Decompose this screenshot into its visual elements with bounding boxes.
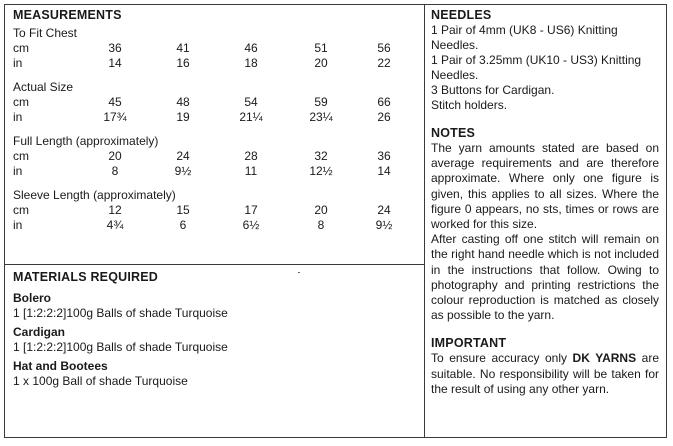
notes-paragraph-2: After casting off one stitch will remain on the right hand needle which is not included in the instructions that follow. Owing to photography and printing restrictions the colour reproduction is matched as closely as possible to the yarn. bbox=[431, 232, 659, 323]
measurement-group-title: Sleeve Length (approximately) bbox=[13, 188, 176, 202]
measurement-value: 22 bbox=[377, 56, 391, 70]
measurement-group bbox=[13, 80, 418, 125]
measurement-value: 15 bbox=[176, 203, 190, 217]
notes-heading: NOTES bbox=[431, 126, 476, 140]
measurement-row bbox=[13, 95, 418, 110]
measurement-unit: cm bbox=[13, 95, 29, 109]
measurement-value: 24 bbox=[176, 149, 190, 163]
measurement-unit: in bbox=[13, 218, 23, 232]
measurement-value: 56 bbox=[377, 41, 391, 55]
measurement-value: 20 bbox=[314, 203, 328, 217]
measurements-heading: MEASUREMENTS bbox=[13, 8, 122, 22]
needles-line: 3 Buttons for Cardigan. bbox=[431, 83, 555, 97]
measurement-value: 14 bbox=[377, 164, 391, 178]
measurement-value: 24 bbox=[377, 203, 391, 217]
measurement-value: 11 bbox=[244, 164, 258, 178]
measurement-row bbox=[13, 41, 418, 56]
measurement-unit: in bbox=[13, 110, 23, 124]
measurement-value: 36 bbox=[108, 41, 122, 55]
measurement-row bbox=[13, 218, 418, 233]
material-detail: 1 [1:2:2:2]100g Balls of shade Turquoise bbox=[13, 340, 228, 354]
measurement-value: 9½ bbox=[375, 218, 393, 232]
needles-list bbox=[431, 23, 659, 113]
measurement-row bbox=[13, 110, 418, 125]
measurement-value: 41 bbox=[176, 41, 190, 55]
measurement-value: 12½ bbox=[309, 164, 333, 178]
material-name: Hat and Bootees bbox=[13, 359, 108, 373]
measurement-group-title: To Fit Chest bbox=[13, 26, 78, 40]
important-emphasis: DK YARNS bbox=[572, 351, 637, 366]
measurement-row bbox=[13, 149, 418, 164]
column-divider bbox=[424, 4, 425, 438]
material-item bbox=[13, 358, 418, 389]
measurement-group bbox=[13, 188, 418, 233]
measurement-unit: cm bbox=[13, 203, 29, 217]
measurement-value: 6½ bbox=[242, 218, 260, 232]
measurement-value: 14 bbox=[108, 56, 122, 70]
measurement-value: 45 bbox=[108, 95, 122, 109]
measurement-value: 8 bbox=[317, 218, 325, 232]
important-heading: IMPORTANT bbox=[431, 336, 507, 351]
measurement-value: 20 bbox=[108, 149, 122, 163]
measurement-unit: in bbox=[13, 56, 23, 70]
measurement-value: 20 bbox=[314, 56, 328, 70]
measurement-value: 51 bbox=[314, 41, 328, 55]
measurement-row bbox=[13, 203, 418, 218]
measurement-value: 12 bbox=[108, 203, 122, 217]
needles-line: Needles. bbox=[431, 38, 479, 52]
notes-paragraph-1: The yarn amounts stated are based on average requirements and are therefore approximate. Where only one figure is given, this applies to all sizes. Where the figure 0 appears, no sts, times or rows are worked for this size. bbox=[431, 141, 659, 232]
needles-line: Stitch holders. bbox=[431, 98, 508, 112]
measurement-value: 18 bbox=[244, 56, 258, 70]
important-text-after: are suitable. No responsibility will be taken for the result of using any other yarn. bbox=[431, 351, 659, 396]
important-text-before: To ensure accuracy only bbox=[431, 351, 573, 366]
measurement-value: 19 bbox=[176, 110, 190, 124]
measurement-value: 9½ bbox=[174, 164, 192, 178]
measurement-value: 21¼ bbox=[239, 110, 263, 124]
needles-line: 1 Pair of 3.25mm (UK10 - US3) Knitting bbox=[431, 53, 642, 67]
measurement-value: 28 bbox=[244, 149, 258, 163]
measurement-row bbox=[13, 164, 418, 179]
measurement-group bbox=[13, 134, 418, 179]
needles-heading: NEEDLES bbox=[431, 8, 492, 22]
measurement-value: 23¼ bbox=[309, 110, 333, 124]
measurement-groups bbox=[13, 26, 418, 233]
material-detail: 1 x 100g Ball of shade Turquoise bbox=[13, 374, 188, 388]
measurement-value: 66 bbox=[377, 95, 391, 109]
measurement-value: 6 bbox=[179, 218, 187, 232]
important-section bbox=[431, 336, 659, 397]
measurement-unit: cm bbox=[13, 149, 29, 163]
measurement-value: 36 bbox=[377, 149, 391, 163]
important-text bbox=[431, 351, 659, 397]
measurement-value: 26 bbox=[377, 110, 391, 124]
needles-section bbox=[431, 8, 659, 113]
measurement-value: 16 bbox=[176, 56, 190, 70]
measurement-unit: cm bbox=[13, 41, 29, 55]
measurements-section bbox=[13, 8, 418, 233]
materials-section bbox=[13, 270, 418, 389]
measurement-unit: in bbox=[13, 164, 23, 178]
material-item bbox=[13, 324, 418, 355]
materials-list bbox=[13, 290, 418, 389]
measurement-group bbox=[13, 26, 418, 71]
measurement-value: 48 bbox=[176, 95, 190, 109]
measurement-group-title: Full Length (approximately) bbox=[13, 134, 159, 148]
measurement-row bbox=[13, 56, 418, 71]
material-name: Cardigan bbox=[13, 325, 66, 339]
measurement-value: 59 bbox=[314, 95, 328, 109]
right-column bbox=[431, 8, 659, 397]
needles-line: 1 Pair of 4mm (UK8 - US6) Knitting bbox=[431, 23, 618, 37]
measurement-value: 17 bbox=[244, 203, 258, 217]
measurement-value: 46 bbox=[244, 41, 258, 55]
material-name: Bolero bbox=[13, 291, 52, 305]
materials-heading: MATERIALS REQUIRED bbox=[13, 270, 159, 284]
measurement-value: 8 bbox=[111, 164, 119, 178]
section-divider bbox=[4, 264, 424, 265]
measurement-value: 17¾ bbox=[103, 110, 127, 124]
material-detail: 1 [1:2:2:2]100g Balls of shade Turquoise bbox=[13, 306, 228, 320]
measurement-value: 4¾ bbox=[106, 218, 124, 232]
material-item bbox=[13, 290, 418, 321]
needles-line: Needles. bbox=[431, 68, 479, 82]
measurement-value: 32 bbox=[314, 149, 328, 163]
measurement-group-title: Actual Size bbox=[13, 80, 74, 94]
notes-section bbox=[431, 126, 659, 323]
measurement-value: 54 bbox=[244, 95, 258, 109]
